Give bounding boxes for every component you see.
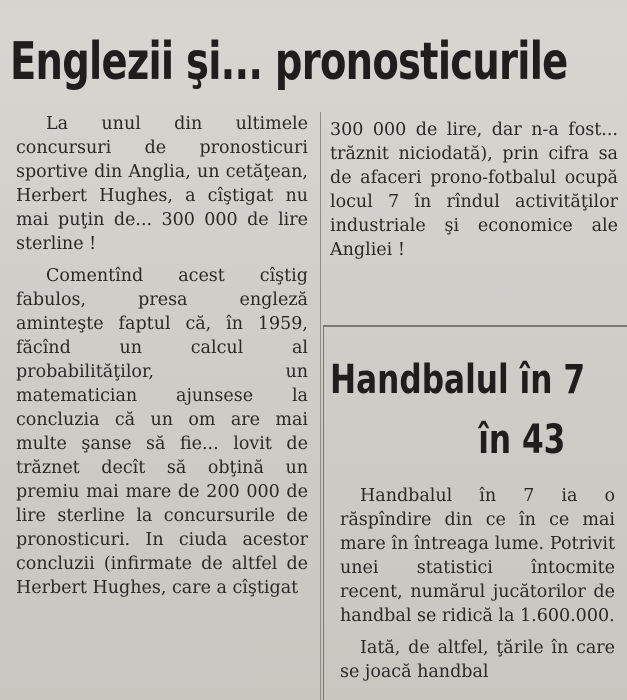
article-paragraph: Comentînd acest cîştig fabulos, presa engleză aminteşte faptul că, în 1959, făcînd un calcul al probabilităţilor, un matematician ajunsese la concluzia că un om are mai multe şanse să fie... lovit de trăznet decît să obţină un premiu mai mare de 200 000 de lire sterline la concursurile de pronosticuri. In ciuda acestor concluzii (infirmate de altfel de Herbert Hughes, care a cîştigat [16, 266, 308, 598]
article-column-1 [16, 112, 308, 600]
sidebar-article-body [340, 484, 615, 684]
article-paragraph: 300 000 de lire, dar n-a fost... trăznit niciodată), prin cifra sa de afaceri prono-fotbalul ocupă locul 7 în rîndul activităţilor industriale şi economice ale Angliei ! [330, 120, 618, 260]
sidebar-headline-line-2: în 43 [478, 417, 566, 463]
column-divider [320, 112, 321, 700]
article-paragraph: Handbalul în 7 ia o răspîndire din ce în ce mai mare în întreaga lume. Potrivit unei statistici întocmite recent, numărul jucătorilor de handbal se ridică la 1.600.000. [340, 486, 615, 626]
sidebar-headline-line-1: Handbalul în 7 [330, 357, 586, 403]
article-headline: Englezii şi... pronosticurile [10, 32, 568, 92]
article-column-2 [330, 118, 618, 262]
sidebar-headline [330, 350, 615, 470]
top-margin [0, 0, 627, 8]
article-paragraph: Iată, de altfel, ţările în care se joacă handbal [340, 638, 615, 682]
article-paragraph: La unul din ultimele concursuri de pronosticuri sportive din Anglia, un cetăţean, Herbert Hughes, a cîştigat nu mai puţin de... 300 000 de lire sterline ! [16, 114, 308, 254]
